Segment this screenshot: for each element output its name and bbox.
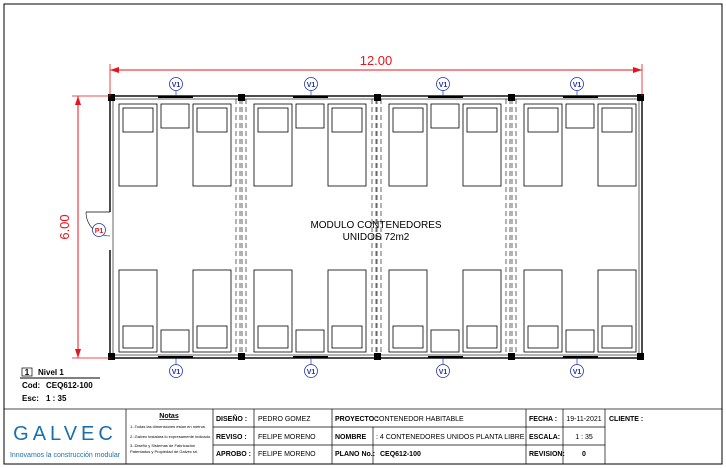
center-label-line2: UNIDOS 72m2 <box>342 232 410 243</box>
corner-post <box>238 353 245 360</box>
height-dimension-label: 6.00 <box>57 214 72 240</box>
window-tag-label: V1 <box>306 369 316 376</box>
center-label-line1: MODULO CONTENEDORES <box>310 220 442 231</box>
notes <box>130 413 211 454</box>
width-dimension <box>110 53 642 96</box>
reviso-label: REVISO : <box>216 434 247 441</box>
note-3-line2: Patentados y Propiedad de Galvec srl. <box>130 449 199 454</box>
view-name: Nivel 1 <box>38 368 64 377</box>
code-label: Cod: <box>22 381 41 390</box>
module-furniture <box>524 97 636 357</box>
escala-label: ESCALA: <box>529 434 561 441</box>
window-tag-label: V1 <box>306 82 316 89</box>
corner-post <box>508 94 515 101</box>
reviso-value: FELIPE MORENO <box>258 434 316 441</box>
scale-label: Esc: <box>22 394 39 403</box>
window-tag <box>305 78 318 97</box>
view-label <box>20 368 100 403</box>
aprobo-value: FELIPE MORENO <box>258 451 316 458</box>
escala-value: 1 : 35 <box>575 434 593 441</box>
window-tag <box>170 78 183 97</box>
plano-label: PLANO No.: <box>335 451 376 458</box>
notes-title: Notas <box>159 413 179 420</box>
proyecto-label: PROYECTO : <box>335 416 379 423</box>
nombre-label: NOMBRE <box>335 434 367 441</box>
corner-post <box>374 94 381 101</box>
window-tag <box>437 358 450 378</box>
door-p1 <box>86 212 110 250</box>
corner-post <box>637 94 644 101</box>
window-tag <box>305 358 318 378</box>
scale-value: 1 : 35 <box>46 394 67 403</box>
corner-post <box>108 353 115 360</box>
code-value: CEQ612-100 <box>46 381 93 390</box>
fecha-value: 19-11-2021 <box>566 416 602 423</box>
window-tag <box>571 78 584 97</box>
window-tag-label: V1 <box>171 369 181 376</box>
cliente-label: CLIENTE : <box>609 416 644 423</box>
plano-value: CEQ612-100 <box>380 451 421 458</box>
window-tag-label: V1 <box>171 82 181 89</box>
window-tag <box>170 358 183 378</box>
nombre-value: : 4 CONTENEDORES UNIDOS PLANTA LIBRE <box>376 434 525 441</box>
diseno-label: DISEÑO : <box>216 416 248 423</box>
revision-label: REVISION: <box>529 451 565 458</box>
revision-value: 0 <box>582 451 586 458</box>
module-furniture <box>119 97 231 357</box>
window-tag-label: V1 <box>572 369 582 376</box>
width-dimension-label: 12.00 <box>359 53 393 68</box>
corner-post <box>508 353 515 360</box>
window-tag-label: V1 <box>438 369 448 376</box>
logo-tagline: Innovamos la construcción modular <box>9 452 121 459</box>
view-number: 1 <box>24 368 30 377</box>
galvec-logo <box>10 423 121 459</box>
window-tag <box>437 78 450 97</box>
corner-post <box>637 353 644 360</box>
note-1: 1.-Todas las dimensiones estan en metros. <box>130 424 207 429</box>
window-tag-label: V1 <box>438 82 448 89</box>
diseno-value: PEDRO GOMEZ <box>258 416 311 423</box>
fecha-label: FECHA : <box>529 416 558 423</box>
note-3-line1: 3.-Diseño y Sistemas de Fabricación <box>130 443 196 448</box>
note-2: 2.-Galvec instalara lo expresamente indicado. <box>130 434 212 439</box>
aprobo-label: APROBO : <box>216 451 251 458</box>
window-tag <box>571 358 584 378</box>
corner-post <box>108 94 115 101</box>
corner-post <box>238 94 245 101</box>
proyecto-value: CONTENEDOR HABITABLE <box>374 416 464 423</box>
corner-post <box>374 353 381 360</box>
door-tag: P1 <box>94 228 104 235</box>
window-tag-label: V1 <box>572 82 582 89</box>
logo-text: GALVEC <box>13 423 117 445</box>
